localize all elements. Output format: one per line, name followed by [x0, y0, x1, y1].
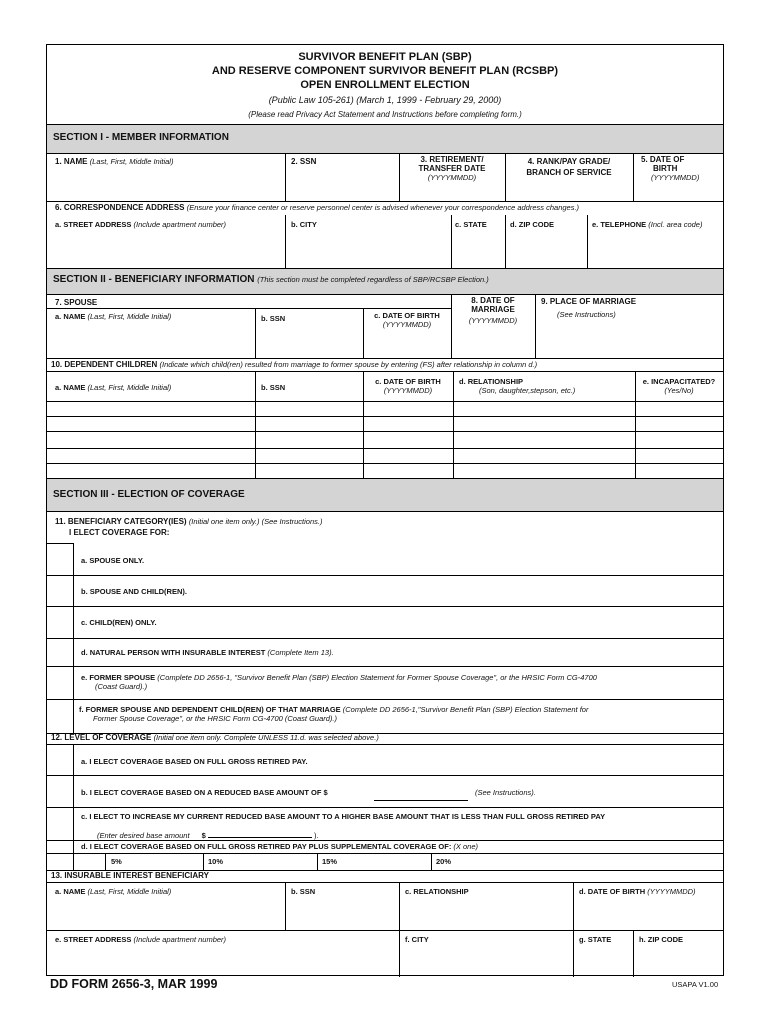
option-11a-initial-box[interactable] — [47, 544, 73, 575]
option-12d-text — [81, 842, 478, 851]
form-title-line3: OPEN ENROLLMENT ELECTION — [300, 79, 470, 91]
spouse-name-label: a. NAME — [55, 312, 86, 321]
insurable-city-field[interactable]: f. CITY — [405, 935, 429, 944]
member-phone-label: e. TELEPHONE — [592, 220, 647, 229]
option-12d-hint: (X one) — [453, 842, 479, 851]
option-11b-initial-box[interactable] — [47, 576, 73, 606]
level-of-coverage-header — [51, 733, 379, 742]
dependent-children-header — [51, 360, 537, 369]
option-11e-text — [81, 673, 721, 691]
option-11d-hint: (Complete Item 13). — [267, 648, 334, 657]
option-12d-initial-box[interactable] — [47, 841, 73, 853]
option-11b-text: b. SPOUSE AND CHILD(REN). — [81, 587, 187, 596]
insurable-state-field[interactable]: g. STATE — [579, 935, 612, 944]
option-11e-hint2: (Coast Guard).) — [95, 682, 148, 691]
member-street-field[interactable] — [55, 220, 226, 229]
spouse-dob-field[interactable] — [363, 311, 451, 329]
option-11d-initial-box[interactable] — [47, 639, 73, 666]
member-name-field[interactable] — [55, 157, 173, 166]
member-street-hint: (Include apartment number) — [133, 220, 227, 229]
beneficiary-category-header — [55, 517, 322, 526]
option-11d-label: d. NATURAL PERSON WITH INSURABLE INTEREST — [81, 648, 266, 657]
child-incapacitated-header — [635, 377, 723, 395]
supplemental-10-label: 10% — [208, 857, 224, 866]
option-12c-end: ). — [314, 831, 319, 840]
privacy-instructions-text: (Please read Privacy Act Statement and Instructions before completing form.) — [248, 110, 522, 119]
spouse-dob-label: c. DATE OF BIRTH — [374, 311, 440, 320]
form-title-line1: SURVIVOR BENEFIT PLAN (SBP) — [298, 51, 472, 63]
supplemental-5-checkbox[interactable] — [73, 854, 105, 870]
option-12c-hint: (Enter desired base amount — [97, 831, 190, 840]
insurable-relationship-field[interactable]: c. RELATIONSHIP — [405, 887, 469, 896]
option-12a-initial-box[interactable] — [47, 745, 73, 775]
section3-title: SECTION III - ELECTION OF COVERAGE — [53, 489, 245, 500]
member-name-label: 1. NAME — [55, 157, 88, 166]
beneficiary-category-label: 11. BENEFICIARY CATEGORY(IES) — [55, 517, 187, 526]
option-11f-hint1: (Complete DD 2656-1,"Survivor Benefit Plan (SBP) Election Statement for — [342, 705, 589, 714]
version-label: USAPA V1.00 — [672, 980, 719, 989]
correspondence-address-label: 6. CORRESPONDENCE ADDRESS — [55, 203, 185, 212]
member-phone-hint: (Incl. area code) — [648, 220, 703, 229]
child-dob-hint: (YYYYMMDD) — [383, 386, 433, 395]
member-dob-field[interactable] — [641, 155, 699, 182]
child-incapacitated-hint: (Yes/No) — [664, 386, 694, 395]
child-relationship-header — [459, 377, 575, 395]
member-state-field[interactable]: c. STATE — [455, 220, 487, 229]
option-12b-hint: (See Instructions). — [475, 788, 536, 797]
reduced-base-amount-input[interactable] — [374, 787, 468, 801]
beneficiary-category-hint: (Initial one item only.) (See Instructions.) — [188, 517, 323, 526]
marriage-date-field[interactable] — [451, 296, 535, 325]
option-12c-initial-box[interactable] — [47, 808, 73, 840]
option-12a-text: a. I ELECT COVERAGE BASED ON FULL GROSS RETIRED PAY. — [81, 757, 308, 766]
rank-branch-field[interactable] — [505, 157, 633, 177]
rank-label2: BRANCH OF SERVICE — [526, 168, 612, 177]
child-dob-label: c. DATE OF BIRTH — [375, 377, 441, 386]
retirement-date-label2: TRANSFER DATE — [418, 164, 486, 173]
option-11f-text — [79, 705, 721, 723]
option-11c-initial-box[interactable] — [47, 607, 73, 638]
insurable-street-hint: (Include apartment number) — [133, 935, 227, 944]
option-11e-hint1: (Complete DD 2656-1, "Survivor Benefit Plan (SBP) Election Statement for Former Spouse Coverage", or the HRSIC Form CG-4700 — [157, 673, 597, 682]
children-entry-rows[interactable] — [47, 402, 723, 478]
dependent-children-hint: (Indicate which child(ren) resulted from marriage to former spouse by entering (FS) after relationship in column d.) — [159, 360, 538, 369]
member-dob-label2: BIRTH — [653, 164, 678, 173]
form-title-line2: AND RESERVE COMPONENT SURVIVOR BENEFIT PLAN (RCSBP) — [211, 65, 559, 77]
dependent-children-label: 10. DEPENDENT CHILDREN — [51, 360, 158, 369]
marriage-date-label2: MARRIAGE — [471, 305, 515, 314]
spouse-dob-hint: (YYYYMMDD) — [382, 320, 432, 329]
supplemental-10-checkbox[interactable] — [171, 854, 203, 870]
supplemental-15-checkbox[interactable] — [285, 854, 317, 870]
marriage-place-field[interactable] — [541, 297, 723, 319]
child-relationship-hint: (Son, daughter,stepson, etc.) — [479, 386, 576, 395]
supplemental-20-label: 20% — [436, 857, 452, 866]
option-12b-text: b. I ELECT COVERAGE BASED ON A REDUCED BASE AMOUNT OF $ — [81, 788, 328, 797]
form-frame — [46, 44, 724, 976]
retirement-date-hint: (YYYYMMDD) — [427, 173, 477, 182]
public-law-text: (Public Law 105-261) (March 1, 1999 - February 29, 2000) — [268, 95, 502, 105]
spouse-name-field[interactable] — [55, 312, 171, 321]
correspondence-address-hint: (Ensure your finance center or reserve personnel center is advised whenever your correspondence address changes.) — [186, 203, 580, 212]
child-incapacitated-label: e. INCAPACITATED? — [642, 377, 716, 386]
supplemental-20-checkbox[interactable] — [399, 854, 431, 870]
elect-coverage-for-text: I ELECT COVERAGE FOR: — [69, 528, 170, 537]
option-11c-text: c. CHILD(REN) ONLY. — [81, 618, 157, 627]
insurable-name-hint: (Last, First, Middle Initial) — [87, 887, 172, 896]
marriage-date-hint: (YYYYMMDD) — [468, 316, 518, 325]
option-11d-text — [81, 648, 334, 657]
child-name-header — [55, 383, 171, 392]
option-12c-text: c. I ELECT TO INCREASE MY CURRENT REDUCED BASE AMOUNT TO A HIGHER BASE AMOUNT THAT IS LESS THAN FULL GROSS RETIRED PAY — [81, 812, 606, 821]
supplemental-15-label: 15% — [322, 857, 338, 866]
level-of-coverage-label: 12. LEVEL OF COVERAGE — [51, 733, 152, 742]
child-relationship-label: d. RELATIONSHIP — [459, 377, 524, 386]
retirement-date-field[interactable] — [399, 155, 505, 182]
form-number: DD FORM 2656-3, MAR 1999 — [50, 977, 218, 991]
child-dob-header — [363, 377, 453, 395]
insurable-ssn-field[interactable]: b. SSN — [291, 887, 316, 896]
member-dob-label1: 5. DATE OF — [641, 155, 685, 164]
option-11a-text: a. SPOUSE ONLY. — [81, 556, 145, 565]
insurable-name-field[interactable] — [55, 887, 171, 896]
correspondence-address-header — [55, 203, 579, 212]
insurable-zip-field[interactable]: h. ZIP CODE — [639, 935, 684, 944]
member-phone-field[interactable] — [592, 220, 702, 229]
option-11f-label: f. FORMER SPOUSE AND DEPENDENT CHILD(REN) OF THAT MARRIAGE — [79, 705, 341, 714]
member-street-label: a. STREET ADDRESS — [55, 220, 132, 229]
spouse-label: 7. SPOUSE — [55, 298, 98, 307]
child-name-label: a. NAME — [55, 383, 86, 392]
insurable-dob-hint: (YYYYMMDD) — [647, 887, 696, 896]
member-dob-hint: (YYYYMMDD) — [651, 173, 700, 182]
marriage-date-label1: 8. DATE OF — [471, 296, 515, 305]
option-11e-label: e. FORMER SPOUSE — [81, 673, 156, 682]
retirement-date-label1: 3. RETIREMENT/ — [420, 155, 484, 164]
level-of-coverage-hint: (Initial one item only. Complete UNLESS 11.d. was selected above.) — [153, 733, 379, 742]
member-city-field[interactable]: b. CITY — [291, 220, 317, 229]
member-zip-field[interactable]: d. ZIP CODE — [510, 220, 555, 229]
child-ssn-header: b. SSN — [261, 383, 286, 392]
marriage-place-label: 9. PLACE OF MARRIAGE — [541, 297, 637, 306]
spouse-name-hint: (Last, First, Middle Initial) — [87, 312, 172, 321]
option-11f-initial-box[interactable] — [47, 700, 73, 733]
child-name-hint: (Last, First, Middle Initial) — [87, 383, 172, 392]
insurable-dob-label: d. DATE OF BIRTH — [579, 887, 646, 896]
option-12c-dollar: $ — [201, 831, 206, 840]
insurable-name-label: a. NAME — [55, 887, 86, 896]
option-12b-initial-box[interactable] — [47, 776, 73, 807]
option-11e-initial-box[interactable] — [47, 667, 73, 699]
marriage-place-hint: (See Instructions) — [557, 310, 616, 319]
insurable-street-field[interactable] — [55, 935, 226, 944]
member-ssn-field[interactable]: 2. SSN — [291, 157, 317, 166]
option-12c-amount-line — [97, 828, 319, 840]
option-11f-hint2: Former Spouse Coverage", or the HRSIC Form CG-4700 (Coast Guard).) — [93, 714, 337, 723]
insurable-dob-field[interactable] — [579, 887, 696, 896]
section2-title-hint: (This section must be completed regardless of SBP/RCSBP Election.) — [257, 275, 489, 284]
desired-base-amount-input[interactable] — [208, 828, 312, 838]
insurable-interest-label: 13. INSURABLE INTEREST BENEFICIARY — [51, 871, 209, 880]
section1-title: SECTION I - MEMBER INFORMATION — [53, 132, 229, 143]
spouse-ssn-field[interactable]: b. SSN — [261, 314, 286, 323]
rank-label1: 4. RANK/PAY GRADE/ — [527, 157, 611, 166]
insurable-street-label: e. STREET ADDRESS — [55, 935, 132, 944]
section2-header — [53, 274, 489, 285]
option-12d-label: d. I ELECT COVERAGE BASED ON FULL GROSS RETIRED PAY PLUS SUPPLEMENTAL COVERAGE OF: — [81, 842, 452, 851]
section2-title: SECTION II - BENEFICIARY INFORMATION — [53, 274, 255, 285]
supplemental-5-label: 5% — [111, 857, 122, 866]
member-name-hint: (Last, First, Middle Initial) — [89, 157, 174, 166]
